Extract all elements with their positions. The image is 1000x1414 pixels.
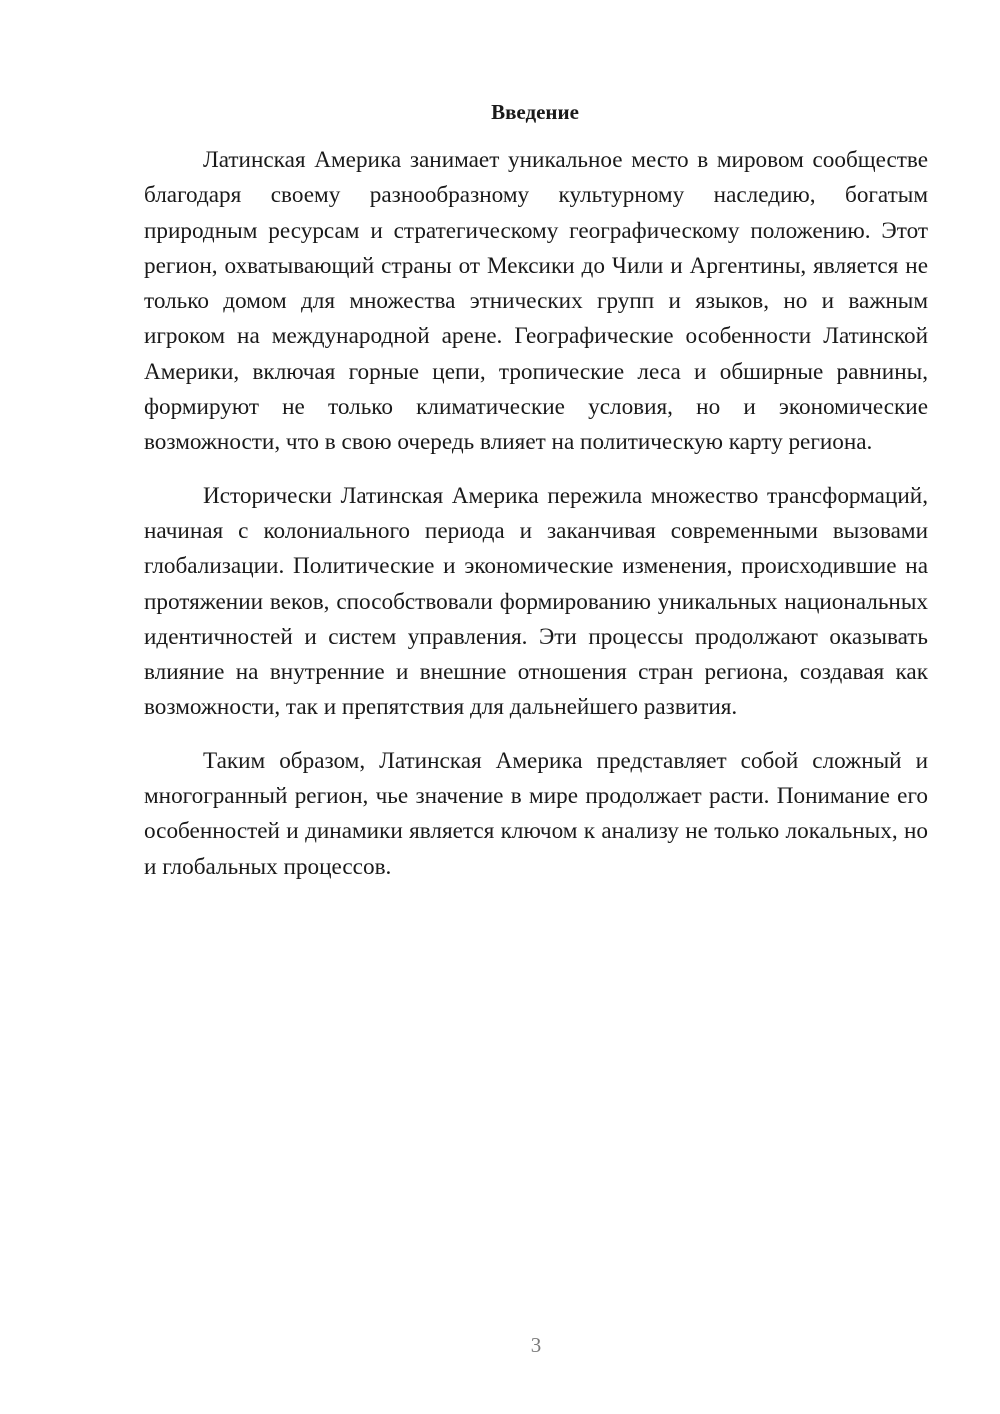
page-number: 3 bbox=[530, 1333, 542, 1357]
section-title: Введение bbox=[491, 100, 579, 124]
body-text bbox=[144, 143, 928, 903]
paragraph-1: Латинская Америка занимает уникальное место в мировом сообществе благодаря своему разнообразному культурному наследию, богатым природным ресурсам и стратегическому географическому положению. Этот регион, охватывающий страны от Мексики до Чили и Аргентины, является не только домом для множества этнических групп и языков, но и важным игроком на международной арене. Географические особенности Латинской Америки, включая горные цепи, тропические леса и обширные равнины, формируют не только климатические условия, но и экономические возможности, что в свою очередь влияет на политическую карту региона. bbox=[144, 147, 928, 456]
paragraph-2: Исторически Латинская Америка пережила множество трансформаций, начиная с колониального периода и заканчивая современными вызовами глобализации. Политические и экономические изменения, происходившие на протяжении веков, способствовали формированию уникальных национальных идентичностей и систем управления. Эти процессы продолжают оказывать влияние на внутренние и внешние отношения стран региона, создавая как возможности, так и препятствия для дальнейшего развития. bbox=[144, 482, 928, 721]
paragraph-3: Таким образом, Латинская Америка представляет собой сложный и многогранный регион, чье значение в мире продолжает расти. Понимание его особенностей и динамики является ключом к анализу не только локальных, но и глобальных процессов. bbox=[144, 747, 928, 880]
